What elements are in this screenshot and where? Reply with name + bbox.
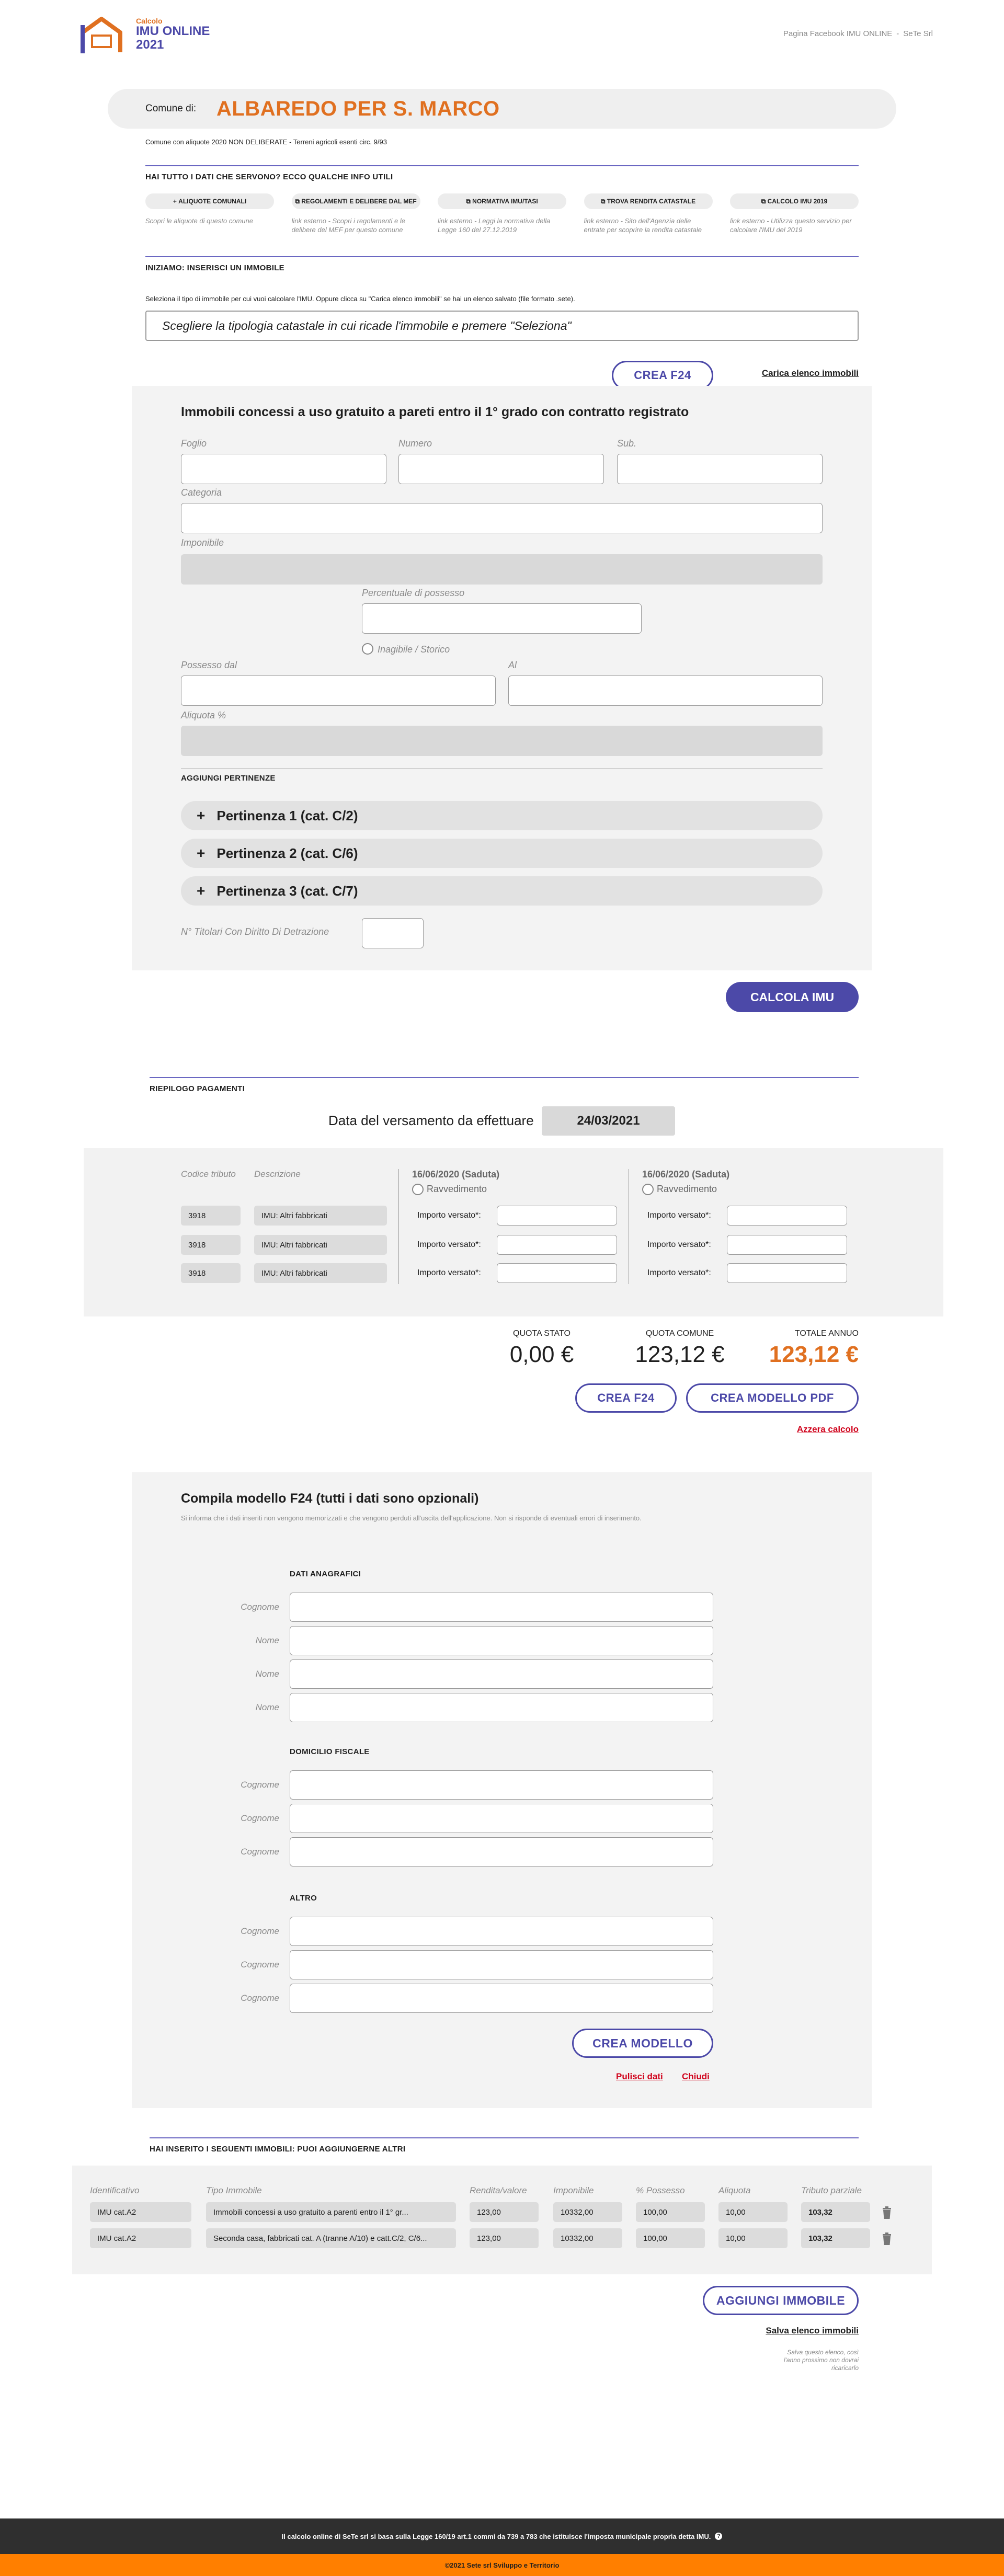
imponibile-label: Imponibile [181, 537, 224, 548]
importo-input[interactable] [727, 1263, 847, 1283]
start-instructions: Seleziona il tipo di immobile per cui vuoi calcolare l'IMU. Oppure clicca su "Carica elenco immobili" se hai un elenco salvato (file formato .sete). [145, 295, 575, 303]
riepilogo-title: RIEPILOGO PAGAMENTI [150, 1084, 245, 1093]
divider [145, 165, 859, 166]
f24-subtitle: Si informa che i dati inseriti non vengono memorizzati e che vengono perduti all'uscita dell'applicazione. Non si risponde di eventuali errori di inserimento. [181, 1514, 642, 1522]
ravvedimento-1-label: Ravvedimento [427, 1184, 487, 1194]
quota-stato-value: 0,00 € [509, 1342, 574, 1367]
importo-input[interactable] [727, 1206, 847, 1226]
importo-label: Importo versato*: [417, 1240, 481, 1249]
descrizione-tributo: IMU: Altri fabbricati [254, 1235, 387, 1255]
field-label: Nome [255, 1635, 279, 1645]
field-label: Cognome [241, 1780, 279, 1790]
nome-input[interactable] [290, 1626, 713, 1655]
immobile-id: IMU cat.A2 [90, 2228, 191, 2248]
aliquote-desc: Scopri le aliquote di questo comune [145, 217, 253, 225]
f24-title: Compila modello F24 (tutti i dati sono opzionali) [181, 1491, 479, 1506]
header-separator: - [896, 29, 899, 38]
divider [150, 2137, 859, 2138]
divider [145, 256, 859, 257]
inagibile-radio[interactable] [362, 643, 373, 655]
ravvedimento-1-radio[interactable] [412, 1184, 424, 1195]
col-codice: Codice tributo [181, 1169, 236, 1179]
crea-f24-top-button[interactable]: CREA F24 [612, 361, 713, 390]
logo-small-text: Calcolo [136, 17, 163, 25]
form-title: Immobili concessi a uso gratuito a pareti entro il 1° grado con contratto registrato [181, 405, 689, 419]
altro-input[interactable] [290, 1950, 713, 1979]
salva-note: Salva questo elenco, così l'anno prossimo non dovrai ricaricarlo [783, 2349, 859, 2372]
al-label: Al [508, 660, 517, 670]
regolamenti-label: REGOLAMENTI E DELIBERE DAL MEF [301, 198, 417, 205]
info-item-aliquote [145, 193, 274, 234]
importo-label: Importo versato*: [647, 1268, 711, 1277]
help-icon[interactable]: ? [715, 2533, 722, 2540]
immobile-tipo: Seconda casa, fabbricati cat. A (tranne A/10) e catt.C/2, C/6... [206, 2228, 456, 2248]
immobile-id: IMU cat.A2 [90, 2202, 191, 2222]
imu2019-button[interactable]: ⧉ CALCOLO IMU 2019 [730, 193, 859, 209]
carica-elenco-link[interactable]: Carica elenco immobili [761, 368, 859, 378]
sub-label: Sub. [617, 438, 637, 449]
field-label: Nome [255, 1702, 279, 1712]
importo-input[interactable] [497, 1263, 617, 1283]
scadenza-1: 16/06/2020 (Saduta) [412, 1169, 500, 1180]
col-header: Aliquota [718, 2185, 751, 2195]
field-label: Cognome [241, 1813, 279, 1823]
nome-input[interactable] [290, 1693, 713, 1722]
quota-comune-label: QUOTA COMUNE [645, 1329, 714, 1338]
regolamenti-button[interactable]: ⧉ REGOLAMENTI E DELIBERE DAL MEF [292, 193, 420, 209]
rendita-button[interactable]: ⧉ TROVA RENDITA CATASTALE [584, 193, 713, 209]
domicilio-input[interactable] [290, 1770, 713, 1800]
aliquota-field [181, 726, 823, 756]
importo-label: Importo versato*: [417, 1211, 481, 1220]
immobile-imponibile: 10332,00 [553, 2228, 622, 2248]
comune-name: ALBAREDO PER S. MARCO [216, 97, 500, 120]
titolari-input[interactable] [362, 918, 424, 948]
immobili-title: HAI INSERITO I SEGUENTI IMMOBILI: PUOI AGGIUNGERNE ALTRI [150, 2145, 406, 2154]
descrizione-tributo: IMU: Altri fabbricati [254, 1206, 387, 1226]
aliquote-button[interactable]: + ALIQUOTE COMUNALI [145, 193, 274, 209]
col-header: Identificativo [90, 2185, 140, 2195]
facebook-link[interactable]: Pagina Facebook IMU ONLINE [783, 29, 893, 38]
footer-copyright-bar [0, 2554, 1004, 2576]
aggiungi-immobile-button[interactable]: AGGIUNGI IMMOBILE [703, 2286, 859, 2315]
tipologia-select[interactable]: Scegliere la tipologia catastale in cui ricade l'immobile e premere "Seleziona" [145, 311, 859, 341]
possesso-dal-input[interactable] [181, 676, 496, 706]
crea-modello-pdf-button[interactable]: CREA MODELLO PDF [686, 1383, 859, 1413]
info-item-imu2019 [730, 193, 859, 234]
immobile-possesso: 100,00 [636, 2202, 705, 2222]
immobile-rendita: 123,00 [470, 2202, 539, 2222]
info-item-rendita [584, 193, 713, 234]
house-logo-icon [78, 15, 127, 54]
pertinenza-3-label: Pertinenza 3 (cat. C/7) [216, 883, 358, 899]
immobile-imponibile: 10332,00 [553, 2202, 622, 2222]
plus-icon: + [197, 845, 206, 861]
normativa-label: NORMATIVA IMU/TASI [472, 198, 538, 205]
importo-label: Importo versato*: [647, 1211, 711, 1220]
info-item-normativa [438, 193, 566, 234]
normativa-desc: link esterno - Leggi la normativa della Legge 160 del 27.12.2019 [438, 217, 551, 234]
field-label: Cognome [241, 1926, 279, 1936]
altro-input[interactable] [290, 1984, 713, 2013]
plus-icon: + [197, 883, 206, 899]
col-header: Tipo Immobile [206, 2185, 262, 2195]
imu2019-desc: link esterno - Utilizza questo servizio per calcolare l'IMU del 2019 [730, 217, 852, 234]
totale-label: TOTALE ANNUO [794, 1329, 859, 1338]
immobile-tributo: 103,32 [801, 2202, 870, 2222]
quota-stato-label: QUOTA STATO [513, 1329, 571, 1338]
data-versamento-value[interactable]: 24/03/2021 [542, 1106, 675, 1136]
company-link[interactable]: SeTe Srl [903, 29, 933, 38]
footer-text: Il calcolo online di SeTe srl si basa sulla Legge 160/19 art.1 commi da 739 a 783 che istituisce l'imposta municipale propria detta IMU. [281, 2532, 711, 2540]
immobile-rendita: 123,00 [470, 2228, 539, 2248]
comune-label: Comune di: [145, 103, 197, 114]
aliquota-label: Aliquota % [181, 710, 226, 720]
importo-label: Importo versato*: [647, 1240, 711, 1249]
domicilio-title: DOMICILIO FISCALE [290, 1747, 370, 1756]
pertinenza-3-accordion[interactable] [181, 876, 823, 906]
imponibile-field [181, 554, 823, 585]
importo-input[interactable] [727, 1235, 847, 1255]
importo-label: Importo versato*: [417, 1268, 481, 1277]
salva-elenco-link[interactable]: Salva elenco immobili [766, 2326, 859, 2335]
immobile-possesso: 100,00 [636, 2228, 705, 2248]
possesso-dal-label: Possesso dal [181, 660, 237, 670]
numero-input[interactable] [398, 454, 604, 484]
pertinenza-2-accordion[interactable] [181, 839, 823, 868]
divider [150, 1077, 859, 1078]
data-versamento-label: Data del versamento da effettuare [328, 1113, 534, 1128]
pertinenza-1-accordion[interactable] [181, 801, 823, 830]
categoria-input[interactable] [181, 503, 823, 533]
codice-tributo: 3918 [181, 1206, 241, 1226]
calcola-imu-button[interactable]: CALCOLA IMU [726, 982, 859, 1012]
aliquote-label: ALIQUOTE COMUNALI [178, 198, 247, 205]
azzera-calcolo-link[interactable]: Azzera calcolo [796, 1424, 859, 1434]
titolari-label: N° Titolari Con Diritto Di Detrazione [181, 926, 329, 937]
imu2019-label: CALCOLO IMU 2019 [767, 198, 828, 205]
regolamenti-desc: link esterno - Scopri i regolamenti e le delibere del MEF per questo comune [291, 217, 405, 234]
anagrafici-title: DATI ANAGRAFICI [290, 1570, 361, 1578]
field-label: Nome [255, 1669, 279, 1679]
numero-label: Numero [398, 438, 432, 449]
col-header: Imponibile [553, 2185, 594, 2195]
trash-icon[interactable] [882, 2206, 892, 2219]
altro-title: ALTRO [290, 1894, 317, 1903]
foglio-label: Foglio [181, 438, 207, 449]
domicilio-input[interactable] [290, 1804, 713, 1833]
foglio-input[interactable] [181, 454, 386, 484]
crea-f24-button[interactable]: CREA F24 [575, 1383, 677, 1413]
field-label: Cognome [241, 1993, 279, 2003]
inagibile-label: Inagibile / Storico [378, 644, 450, 655]
plus-icon: + [197, 807, 206, 823]
comune-note: Comune con aliquote 2020 NON DELIBERATE - Terreni agricoli esenti circ. 9/93 [145, 138, 387, 146]
chiudi-link[interactable]: Chiudi [682, 2071, 710, 2081]
logo[interactable] [78, 15, 235, 54]
normativa-button[interactable]: ⧉ NORMATIVA IMU/TASI [438, 193, 566, 209]
codice-tributo: 3918 [181, 1235, 241, 1255]
nome-input[interactable] [290, 1659, 713, 1689]
ravvedimento-2-label: Ravvedimento [657, 1184, 717, 1194]
header-links [783, 29, 933, 38]
importo-input[interactable] [497, 1235, 617, 1255]
col-header: % Possesso [636, 2185, 685, 2195]
immobile-tributo: 103,32 [801, 2228, 870, 2248]
domicilio-input[interactable] [290, 1837, 713, 1867]
info-item-regolamenti [292, 193, 420, 234]
logo-year-text: 2021 [136, 38, 164, 52]
field-label: Cognome [241, 1602, 279, 1612]
pertinenza-2-label: Pertinenza 2 (cat. C/6) [216, 845, 358, 861]
cognome-input[interactable] [290, 1593, 713, 1622]
descrizione-tributo: IMU: Altri fabbricati [254, 1263, 387, 1283]
crea-modello-button[interactable]: CREA MODELLO [572, 2029, 713, 2058]
sub-input[interactable] [617, 454, 823, 484]
pertinenze-title: AGGIUNGI PERTINENZE [181, 774, 276, 783]
totale-value: 123,12 € [769, 1342, 859, 1367]
codice-tributo: 3918 [181, 1263, 241, 1283]
rendita-desc: link esterno - Sito dell'Agenzia delle entrate per scoprire la rendita catastale [584, 217, 702, 234]
col-header: Tributo parziale [801, 2185, 862, 2195]
quota-comune-value: 123,12 € [635, 1342, 725, 1367]
info-grid [145, 193, 859, 234]
field-label: Cognome [241, 1960, 279, 1970]
percentuale-input[interactable] [362, 603, 642, 634]
altro-input[interactable] [290, 1917, 713, 1946]
immobile-aliquota: 10,00 [718, 2228, 788, 2248]
categoria-label: Categoria [181, 487, 222, 498]
scadenza-2: 16/06/2020 (Saduta) [642, 1169, 730, 1180]
rendita-label: TROVA RENDITA CATASTALE [607, 198, 696, 205]
immobile-tipo: Immobili concessi a uso gratuito a parenti entro il 1° gr... [206, 2202, 456, 2222]
pulisci-dati-link[interactable]: Pulisci dati [616, 2071, 663, 2081]
start-title: INIZIAMO: INSERISCI UN IMMOBILE [145, 264, 284, 272]
col-divider [398, 1169, 399, 1284]
field-label: Cognome [241, 1847, 279, 1857]
footer [0, 2518, 1004, 2554]
logo-main-text: IMU ONLINE [136, 24, 210, 38]
immobile-aliquota: 10,00 [718, 2202, 788, 2222]
info-title: HAI TUTTO I DATI CHE SERVONO? ECCO QUALCHE INFO UTILI [145, 173, 393, 181]
pertinenza-1-label: Pertinenza 1 (cat. C/2) [216, 807, 358, 823]
col-descrizione: Descrizione [254, 1169, 301, 1179]
al-input[interactable] [508, 676, 823, 706]
trash-icon[interactable] [882, 2232, 892, 2245]
percentuale-label: Percentuale di possesso [362, 588, 465, 598]
copyright: ©2021 Sete srl Sviluppo e Territorio [444, 2561, 560, 2569]
ravvedimento-2-radio[interactable] [642, 1184, 654, 1195]
importo-input[interactable] [497, 1206, 617, 1226]
col-header: Rendita/valore [470, 2185, 527, 2195]
